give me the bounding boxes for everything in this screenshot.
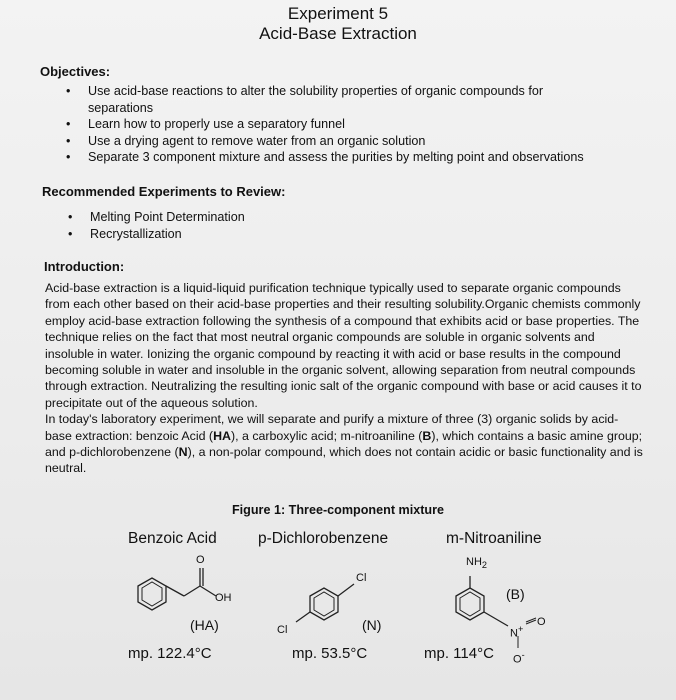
nitroaniline-o-label: O (537, 616, 546, 628)
introduction-body (45, 280, 645, 477)
nitroaniline-mp: mp. 114°C (424, 645, 494, 662)
dichloro-cl-bottom: Cl (277, 624, 288, 636)
nitroaniline-nh2-label: $NH_2$ (466, 556, 487, 571)
list-item: • Recrystallization (68, 226, 468, 243)
benzoic-code: (HA) (190, 617, 219, 633)
objectives-heading: Objectives: (40, 64, 111, 79)
intro-paragraph-1: Acid-base extraction is a liquid-liquid purification technique typically used to separate organic compounds from each other based on their acid-base properties and their resulting solubility.Organic chemists commonly employ acid-base extraction following the synthesis of a compound that exhibits acid or base properties. The technique relies on the fact that most neutral organic compounds are soluble in organic solvents and insoluble in water. Ionizing the organic compound by reacting it with acid or base results in the compound becoming soluble in water and insoluble in the organic solvent, allowing separation from neutral compounds through extraction. Neutralizing the resulting ionic salt of the organic compound with base or acid causes it to precipitate out of the aqueous solution. (45, 281, 642, 410)
nitro-group-bonds (512, 612, 542, 652)
compound-name-p-dichlorobenzene: p-Dichlorobenzene (258, 530, 389, 547)
list-item: • Use a drying agent to remove water from an organic solution (66, 133, 606, 150)
objectives-list (66, 83, 606, 166)
list-item: • Learn how to properly use a separatory funnel (66, 116, 606, 133)
nitroaniline-n-label: N+ (510, 624, 524, 640)
recommended-list (68, 209, 468, 242)
benzoic-mp: mp. 122.4°C (128, 645, 212, 662)
introduction-heading: Introduction: (44, 259, 125, 274)
compound-name-m-nitroaniline: m-Nitroaniline (446, 530, 542, 547)
figure-caption: Figure 1: Three-component mixture (231, 503, 445, 517)
intro-paragraph-2: In today's laboratory experiment, we will separate and purify a mixture of three (3) organic solids by acid-base extraction: benzoic Acid (HA), a carboxylic acid; m-nitroaniline (B), which contains a basic amine group; and p-dichlorobenzene (N), a non-polar compound, which does not contain acidic or basic functionality and is neutral. (45, 412, 643, 476)
list-item: • Separate 3 component mixture and assess the purities by melting point and observations (66, 149, 606, 166)
benzoic-o-label: O (196, 554, 205, 566)
dichloro-mp: mp. 53.5°C (292, 645, 368, 662)
page-title-line2: Acid-Base Extraction (259, 24, 417, 43)
list-item: • Use acid-base reactions to alter the solubility properties of organic compounds for separations (66, 83, 606, 116)
list-item: • Melting Point Determination (68, 209, 468, 226)
nitroaniline-code: (B) (506, 586, 525, 602)
recommended-heading: Recommended Experiments to Review: (42, 184, 286, 199)
benzoic-oh-label: OH (215, 592, 232, 604)
dichloro-cl-top: Cl (356, 572, 367, 584)
dichloro-code: (N) (362, 617, 382, 633)
page-title-line1: Experiment 5 (287, 4, 389, 23)
nitroaniline-o-minus-label: O- (513, 650, 525, 666)
compound-name-benzoic-acid: Benzoic Acid (128, 530, 217, 547)
